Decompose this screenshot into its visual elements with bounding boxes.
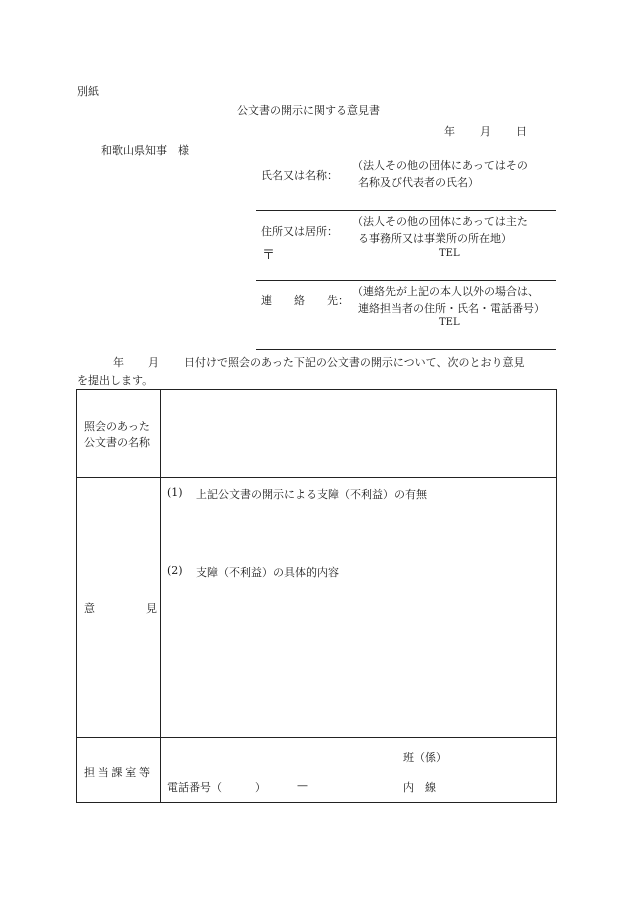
applicant-address-tel: TEL — [439, 248, 460, 259]
opinion-label-right: 見 — [146, 602, 157, 615]
date-year: 年 — [444, 125, 455, 138]
applicant-name-note-1: （法人その他の団体にあってはその — [352, 159, 528, 172]
opinion-item-2-field[interactable] — [161, 582, 556, 736]
opinion-item-2-text: 支障（不利益）の具体的内容 — [196, 566, 339, 579]
document-name-label-1: 照会のあった — [84, 420, 150, 433]
page-title: 公文書の開示に関する意見書 — [237, 104, 380, 117]
applicant-contact-note-2: 連絡担当者の住所・氏名・電話番号） — [358, 302, 545, 315]
applicant-address-note-1: （法人その他の団体にあっては主た — [352, 215, 528, 228]
staff-phone-dash: — — [297, 779, 308, 792]
table-border-bottom — [76, 802, 557, 803]
applicant-address-rule — [256, 280, 556, 281]
table-row-divider-2 — [76, 737, 557, 738]
applicant-name-note-2: 名称及び代表者の氏名） — [358, 176, 479, 189]
staff-group-label: 班（係） — [403, 751, 447, 764]
opinion-item-1-number: (1) — [167, 486, 183, 499]
addressee: 和歌山県知事 様 — [101, 144, 189, 157]
table-border-left — [76, 389, 77, 803]
applicant-contact-tel: TEL — [439, 317, 460, 328]
staff-extension-label: 内 線 — [403, 781, 436, 794]
applicant-contact-rule — [256, 349, 556, 350]
opinion-item-1-field[interactable] — [161, 504, 556, 556]
intro-line2: を提出します。 — [77, 374, 154, 387]
applicant-name-label: 氏名又は名称： — [261, 169, 338, 182]
opinion-item-2-number: (2) — [167, 564, 183, 577]
opinion-label-left: 意 — [84, 602, 95, 615]
table-row-divider-1 — [76, 477, 557, 478]
staff-label: 担当課室等 — [84, 766, 153, 779]
applicant-contact-note-1: （連絡先が上記の本人以外の場合は、 — [352, 285, 539, 298]
applicant-address-label: 住所又は居所： — [261, 225, 338, 238]
applicant-contact-label: 連 絡 先： — [261, 294, 349, 307]
applicant-name-rule — [256, 210, 556, 211]
table-border-right — [556, 389, 557, 803]
date-month: 月 — [480, 125, 491, 138]
opinion-item-1-text: 上記公文書の開示による支障（不利益）の有無 — [196, 488, 427, 501]
attachment-label: 別紙 — [77, 85, 99, 98]
date-day: 日 — [516, 125, 527, 138]
document-name-label-2: 公文書の名称 — [84, 436, 150, 449]
applicant-address-note-2: る事務所又は事業所の所在地） — [358, 232, 512, 245]
intro-line1: 日付けで照会のあった下記の公文書の開示について、次のとおり意見 — [184, 356, 525, 369]
intro-month: 月 — [148, 356, 159, 369]
document-name-field[interactable] — [161, 390, 556, 477]
staff-phone-label: 電話番号（ ） — [167, 781, 266, 794]
postal-mark: 〒 — [262, 248, 276, 263]
intro-year: 年 — [113, 356, 124, 369]
